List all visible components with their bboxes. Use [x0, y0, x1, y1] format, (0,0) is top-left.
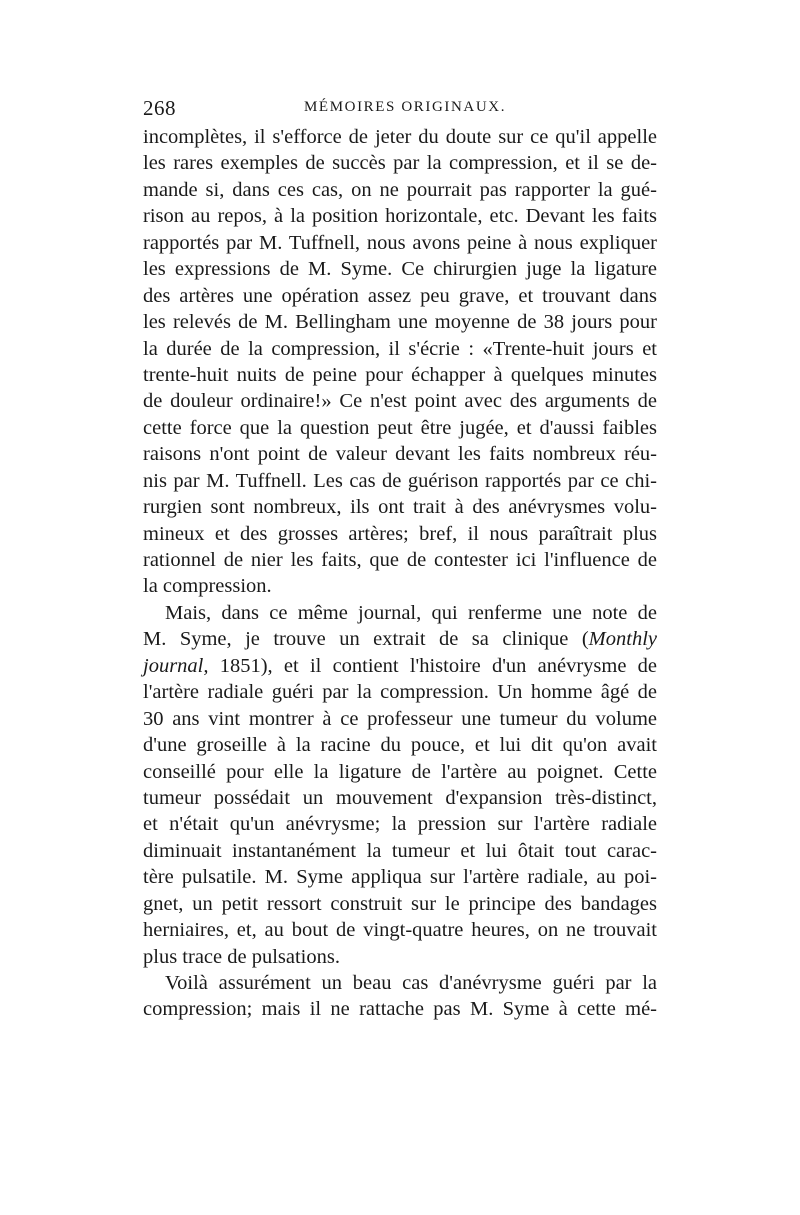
text-line: les expressions de M. Syme. Ce chirurgien juge la ligature: [143, 258, 657, 281]
text-line: d'une groseille à la racine du pouce, et lui dit qu'on avait: [143, 734, 657, 757]
journal-title-italic: Monthly: [588, 628, 657, 651]
text-line: les relevés de M. Bellingham une moyenne de 38 jours pour: [143, 311, 657, 334]
text-line: cette force que la question peut être jugée, et d'aussi faibles: [143, 416, 657, 439]
text-line: tère pulsatile. M. Syme appliqua sur l'artère radiale, au poi-: [143, 866, 657, 889]
text-line: rapportés par M. Tuffnell, nous avons peine à nous expliquer: [143, 231, 657, 254]
text-line: et n'était qu'un anévrysme; la pression sur l'artère radiale: [143, 813, 657, 836]
text-line: la durée de la compression, il s'écrie : «Trente-huit jours et: [143, 337, 657, 360]
text-line: diminuait instantanément la tumeur et lui ôtait tout carac-: [143, 839, 657, 862]
text-line: rationnel de nier les faits, que de contester ici l'influence de: [143, 549, 657, 571]
text-line: nis par M. Tuffnell. Les cas de guérison rapportés par ce chi-: [143, 469, 657, 492]
text-line: raisons n'ont point de valeur devant les faits nombreux réu-: [143, 443, 657, 466]
text-line: plus trace de pulsations.: [143, 945, 340, 968]
text-line: tumeur possédait un mouvement d'expansion très-distinct,: [143, 786, 657, 809]
text-line: mande si, dans ces cas, on ne pourrait pas rapporter la gué-: [143, 178, 657, 201]
text-line: rurgien sont nombreux, ils ont trait à des anévrysmes volu-: [143, 496, 657, 519]
text-line: compression; mais il ne rattache pas M. Syme à cette mé-: [143, 998, 657, 1021]
page-number: 268: [143, 96, 176, 120]
text-line: la compression.: [143, 575, 272, 598]
text-line: des artères une opération assez peu grave, et trouvant dans: [143, 284, 657, 307]
text-line: herniaires, et, au bout de vingt-quatre heures, on ne trouvait: [143, 919, 657, 942]
text-line: [143, 626, 657, 652]
running-title: MÉMOIRES ORIGINAUX.: [304, 99, 507, 115]
text-line: de douleur ordinaire!» Ce n'est point avec des arguments de: [143, 390, 657, 413]
text-line: l'artère radiale guéri par la compression. Un homme âgé de: [143, 681, 657, 704]
text-line: gnet, un petit ressort construit sur le principe des bandages: [143, 892, 657, 915]
text-line: mineux et des grosses artères; bref, il nous paraîtrait plus: [143, 522, 657, 545]
text-line: [143, 653, 657, 679]
text-line: trente-huit nuits de peine pour échapper à quelques minutes: [143, 363, 657, 386]
text-segment: 1851), et il contient l'histoire d'un anévrysme de: [208, 654, 657, 677]
text-line: Voilà assurément un beau cas d'anévrysme guéri par la: [165, 972, 657, 994]
text-line: incomplètes, il s'efforce de jeter du doute sur ce qu'il appelle: [143, 126, 657, 148]
text-segment: M. Syme, je trouve un extrait de sa clinique (: [143, 628, 589, 651]
text-line: Mais, dans ce même journal, qui renferme une note de: [165, 601, 657, 624]
journal-title-italic: journal,: [143, 654, 209, 677]
text-line: conseillé pour elle la ligature de l'artère au poignet. Cette: [143, 760, 657, 783]
text-line: les rares exemples de succès par la compression, et il se de-: [143, 152, 657, 175]
text-line: 30 ans vint montrer à ce professeur une tumeur du volume: [143, 707, 657, 730]
text-line: rison au repos, à la position horizontale, etc. Devant les faits: [143, 205, 657, 228]
body-text: [143, 124, 657, 1023]
running-header: [143, 96, 663, 124]
